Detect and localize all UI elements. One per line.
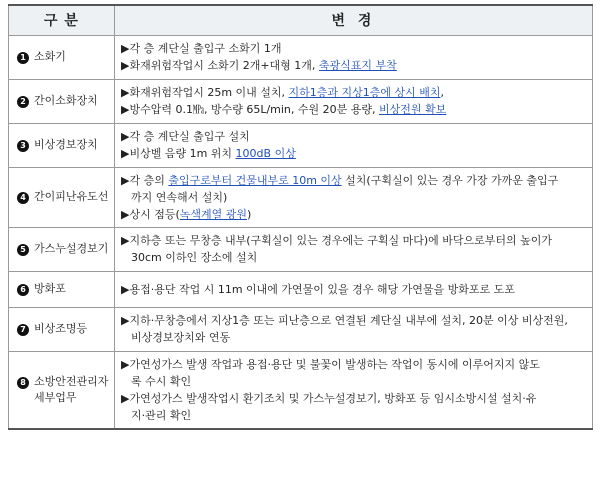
highlighted-text: 녹색계열 광원 (179, 207, 248, 221)
table-row (9, 167, 593, 227)
row-category-label: 소화기 (34, 50, 66, 63)
row-change-cell (115, 271, 593, 307)
change-text: ▶지하층 또는 무창층 내부(구획실이 있는 경우에는 구획실 마다)에 바닥으로부터의 높이가 (121, 234, 553, 247)
change-text: ▶가연성가스 발생작업시 환기조치 및 가스누설경보기, 방화포 등 임시소방시설 설치·유 (121, 391, 537, 405)
change-text: ▶화재위험작업시 25m 이내 설치, (121, 86, 289, 99)
row-category-label: 간이소화장치 (34, 94, 98, 107)
row-number-badge: 7 (17, 324, 29, 336)
row-change-cell (115, 167, 593, 227)
header-change: 변 경 (115, 5, 593, 35)
row-category-cell (9, 167, 115, 227)
row-number-badge: 5 (17, 244, 29, 256)
change-text: ▶용접·용단 작업 시 11m 이내에 가연물이 있을 경우 해당 가연물을 방화포로 도포 (121, 282, 515, 296)
row-number-badge: 2 (17, 96, 29, 108)
row-category-cell (9, 123, 115, 167)
change-line (121, 232, 586, 249)
table-row (9, 35, 593, 79)
highlighted-text: 100dB 이상 (235, 147, 296, 160)
row-category-label: 비상경보장치 (34, 138, 98, 151)
row-change-cell (115, 79, 593, 123)
row-change-cell (115, 351, 593, 429)
change-line (121, 373, 586, 390)
row-change-cell (115, 307, 593, 351)
change-line (121, 407, 586, 424)
change-line (121, 249, 586, 266)
fire-facility-table-container (8, 4, 592, 430)
change-text: ▶상시 점등( (121, 207, 180, 221)
change-line (121, 57, 586, 74)
table-body (9, 35, 593, 429)
table-row (9, 307, 593, 351)
row-number-badge: 8 (17, 377, 29, 389)
change-text: 설치(구획실이 있는 경우 가장 가까운 출입구 (341, 173, 559, 187)
table-row (9, 79, 593, 123)
change-line (121, 281, 586, 298)
row-category-cell (9, 35, 115, 79)
header-category: 구 분 (9, 5, 115, 35)
row-category-label: 간이피난유도선 (34, 190, 109, 203)
change-text: 록 수시 확인 (131, 374, 192, 388)
change-text: 30cm 이하인 장소에 설치 (131, 251, 258, 264)
change-line (121, 84, 586, 101)
row-category-label: 가스누설경보기 (34, 242, 109, 255)
change-line (121, 40, 586, 57)
highlighted-text: 축광식표지 부착 (318, 59, 397, 72)
change-text: ▶가연성가스 발생 작업과 용접·용단 및 불꽃이 발생하는 작업이 동시에 이루어지지 않도 (121, 357, 540, 371)
row-category-label: 방화포 (34, 282, 66, 295)
highlighted-text: 비상전원 확보 (379, 103, 447, 116)
change-line (121, 101, 586, 118)
change-line (121, 329, 586, 346)
change-text: ▶각 층의 (121, 173, 169, 187)
highlighted-text: 출입구로부터 건물내부로 10m 이상 (168, 173, 342, 187)
change-text: ▶방수압력 0.1㎫, 방수량 65L/min, 수원 20분 용량, (121, 103, 380, 116)
change-text: 지·관리 확인 (131, 408, 192, 422)
row-category-cell (9, 79, 115, 123)
change-line (121, 312, 586, 329)
table-row (9, 123, 593, 167)
change-text: ▶각 층 계단실 출입구 설치 (121, 130, 250, 143)
row-number-badge: 1 (17, 52, 29, 64)
row-change-cell (115, 227, 593, 271)
change-text: ▶화재위험작업시 소화기 2개+대형 1개, (121, 59, 319, 72)
row-category-label: 비상조명등 (34, 322, 88, 335)
change-line (121, 172, 586, 189)
change-line (121, 390, 586, 407)
change-text: , (440, 86, 445, 99)
change-text: ▶지하·무창층에서 지상1층 또는 피난층으로 연결된 계단실 내부에 설치, 20분 이상 비상전원, (121, 314, 568, 327)
table-header-row (9, 5, 593, 35)
row-category-cell (9, 351, 115, 429)
row-category-label: 소방안전관리자 세부업무 (34, 374, 109, 404)
row-number-badge: 3 (17, 140, 29, 152)
row-number-badge: 4 (17, 192, 29, 204)
change-text: ▶각 층 계단실 출입구 소화기 1개 (121, 42, 282, 55)
table-row (9, 227, 593, 271)
fire-facility-table (8, 4, 593, 430)
row-category-cell (9, 271, 115, 307)
change-line (121, 356, 586, 373)
change-text: ) (247, 207, 252, 221)
table-row (9, 351, 593, 429)
highlighted-text: 지하1층과 지상1층에 상시 배치 (288, 86, 441, 99)
row-change-cell (115, 35, 593, 79)
change-line (121, 128, 586, 145)
change-text: ▶비상벨 음량 1m 위치 (121, 147, 236, 160)
change-line (121, 206, 586, 223)
change-line (121, 189, 586, 206)
change-text: 까지 연속해서 설치) (131, 190, 228, 204)
row-change-cell (115, 123, 593, 167)
row-category-cell (9, 307, 115, 351)
row-number-badge: 6 (17, 284, 29, 296)
change-text: 비상경보장치와 연동 (131, 331, 231, 344)
change-line (121, 145, 586, 162)
row-category-cell (9, 227, 115, 271)
table-row (9, 271, 593, 307)
